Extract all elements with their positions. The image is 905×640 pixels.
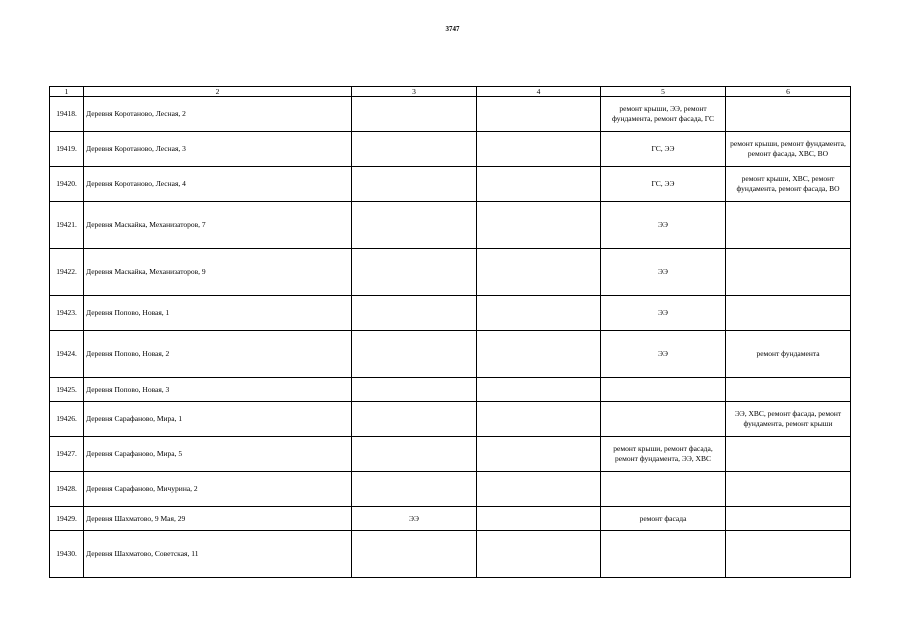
column-3-cell	[352, 331, 477, 378]
column-6-cell	[726, 296, 851, 331]
row-number: 19428.	[50, 472, 84, 507]
column-4-cell	[477, 249, 601, 296]
column-6-cell	[726, 531, 851, 578]
column-4-cell	[477, 507, 601, 531]
table-row	[50, 378, 851, 402]
page-number: 3747	[445, 25, 460, 33]
row-number: 19429.	[50, 507, 84, 531]
table-row	[50, 437, 851, 472]
table-row	[50, 132, 851, 167]
address-cell: Деревня Маскайка, Механизаторов, 9	[84, 249, 352, 296]
address-cell: Деревня Попово, Новая, 2	[84, 331, 352, 378]
column-6-cell: ремонт крыши, ХВС, ремонт фундамента, ремонт фасада, ВО	[726, 167, 851, 202]
table-row	[50, 167, 851, 202]
column-header-2: 2	[84, 87, 352, 97]
address-cell: Деревня Маскайка, Механизаторов, 7	[84, 202, 352, 249]
row-number: 19425.	[50, 378, 84, 402]
table-row	[50, 202, 851, 249]
column-5-cell: ремонт крыши, ремонт фасада, ремонт фундамента, ЭЭ, ХВС	[601, 437, 726, 472]
column-3-cell	[352, 97, 477, 132]
address-cell: Деревня Попово, Новая, 3	[84, 378, 352, 402]
table-row	[50, 296, 851, 331]
column-header-4: 4	[477, 87, 601, 97]
column-6-cell	[726, 472, 851, 507]
column-5-cell	[601, 472, 726, 507]
column-5-cell: ремонт фасада	[601, 507, 726, 531]
column-6-cell	[726, 437, 851, 472]
column-4-cell	[477, 202, 601, 249]
column-5-cell: ЭЭ	[601, 331, 726, 378]
row-number: 19418.	[50, 97, 84, 132]
table-row	[50, 531, 851, 578]
column-header-6: 6	[726, 87, 851, 97]
column-4-cell	[477, 167, 601, 202]
row-number: 19419.	[50, 132, 84, 167]
row-number: 19427.	[50, 437, 84, 472]
table-row	[50, 402, 851, 437]
column-6-cell	[726, 507, 851, 531]
column-3-cell	[352, 249, 477, 296]
column-header-5: 5	[601, 87, 726, 97]
header-row	[50, 87, 851, 97]
column-6-cell: ремонт фундамента	[726, 331, 851, 378]
row-number: 19430.	[50, 531, 84, 578]
column-header-3: 3	[352, 87, 477, 97]
column-4-cell	[477, 97, 601, 132]
column-6-cell: ремонт крыши, ремонт фундамента, ремонт фасада, ХВС, ВО	[726, 132, 851, 167]
register-table	[49, 86, 851, 578]
address-cell: Деревня Коротаново, Лесная, 3	[84, 132, 352, 167]
column-6-cell	[726, 378, 851, 402]
column-6-cell	[726, 97, 851, 132]
address-cell: Деревня Сарафаново, Мира, 5	[84, 437, 352, 472]
column-3-cell	[352, 132, 477, 167]
column-3-cell: ЭЭ	[352, 507, 477, 531]
column-3-cell	[352, 402, 477, 437]
row-number: 19420.	[50, 167, 84, 202]
column-5-cell	[601, 531, 726, 578]
column-6-cell	[726, 249, 851, 296]
column-header-1: 1	[50, 87, 84, 97]
column-3-cell	[352, 296, 477, 331]
column-3-cell	[352, 167, 477, 202]
column-5-cell: ЭЭ	[601, 249, 726, 296]
column-5-cell: ремонт крыши, ЭЭ, ремонт фундамента, ремонт фасада, ГС	[601, 97, 726, 132]
column-3-cell	[352, 437, 477, 472]
column-3-cell	[352, 378, 477, 402]
table-row	[50, 472, 851, 507]
column-4-cell	[477, 437, 601, 472]
column-5-cell	[601, 402, 726, 437]
column-4-cell	[477, 296, 601, 331]
row-number: 19424.	[50, 331, 84, 378]
column-4-cell	[477, 378, 601, 402]
address-cell: Деревня Сарафаново, Мира, 1	[84, 402, 352, 437]
address-cell: Деревня Сарафаново, Мичурина, 2	[84, 472, 352, 507]
address-cell: Деревня Попово, Новая, 1	[84, 296, 352, 331]
address-cell: Деревня Коротаново, Лесная, 4	[84, 167, 352, 202]
row-number: 19422.	[50, 249, 84, 296]
column-4-cell	[477, 331, 601, 378]
column-6-cell	[726, 202, 851, 249]
address-cell: Деревня Шахматово, 9 Мая, 29	[84, 507, 352, 531]
column-4-cell	[477, 402, 601, 437]
column-3-cell	[352, 531, 477, 578]
table-row	[50, 249, 851, 296]
column-5-cell: ГС, ЭЭ	[601, 167, 726, 202]
column-4-cell	[477, 531, 601, 578]
column-4-cell	[477, 132, 601, 167]
column-5-cell	[601, 378, 726, 402]
column-4-cell	[477, 472, 601, 507]
column-6-cell: ЭЭ, ХВС, ремонт фасада, ремонт фундамента, ремонт крыши	[726, 402, 851, 437]
row-number: 19426.	[50, 402, 84, 437]
table-row	[50, 331, 851, 378]
table-row	[50, 507, 851, 531]
row-number: 19421.	[50, 202, 84, 249]
row-number: 19423.	[50, 296, 84, 331]
address-cell: Деревня Коротаново, Лесная, 2	[84, 97, 352, 132]
column-5-cell: ЭЭ	[601, 296, 726, 331]
column-5-cell: ГС, ЭЭ	[601, 132, 726, 167]
column-5-cell: ЭЭ	[601, 202, 726, 249]
column-3-cell	[352, 472, 477, 507]
table-row	[50, 97, 851, 132]
column-3-cell	[352, 202, 477, 249]
address-cell: Деревня Шахматово, Советская, 11	[84, 531, 352, 578]
